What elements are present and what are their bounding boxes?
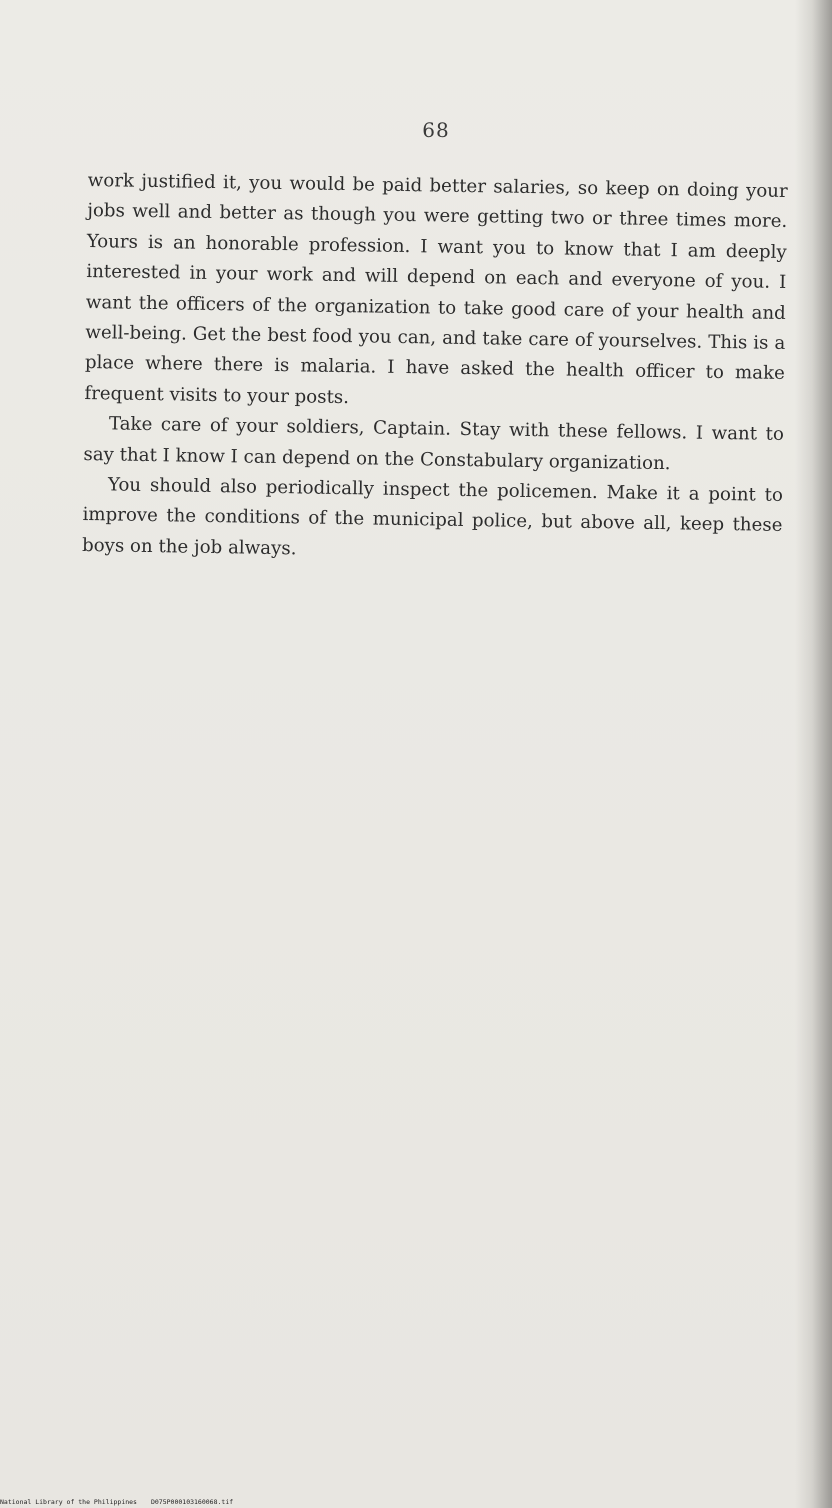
- paragraph-1: work justified it, you would be paid better salaries, so keep on doing your jobs well and better as though you were getting two or three times more. Yours is an honorable profession. I want you to know that I am deeply interested in your work and will depend on each and everyone of you. I want the officers of the organization to take good care of your health and well-being. Get the best food you can, and take care of yourselves. This is a place where there is malaria. I have asked the health officer to make frequent visits to your posts.: [84, 169, 788, 408]
- paragraph-2: Take care of your soldiers, Captain. Stay with these fellows. I want to say that I know I can depend on the Constabulary organization.: [83, 413, 785, 474]
- footer-file: D075P000103160068.tif: [150, 1498, 234, 1506]
- body-text: [82, 166, 788, 572]
- page-number: 68: [422, 118, 450, 142]
- paragraph-3: You should also periodically inspect the policemen. Make it a point to improve the conditions of the municipal police, but above all, keep these boys on the job always.: [81, 474, 784, 560]
- scan-footer: [0, 1498, 233, 1506]
- footer-library: National Library of the Philippines: [0, 1498, 137, 1506]
